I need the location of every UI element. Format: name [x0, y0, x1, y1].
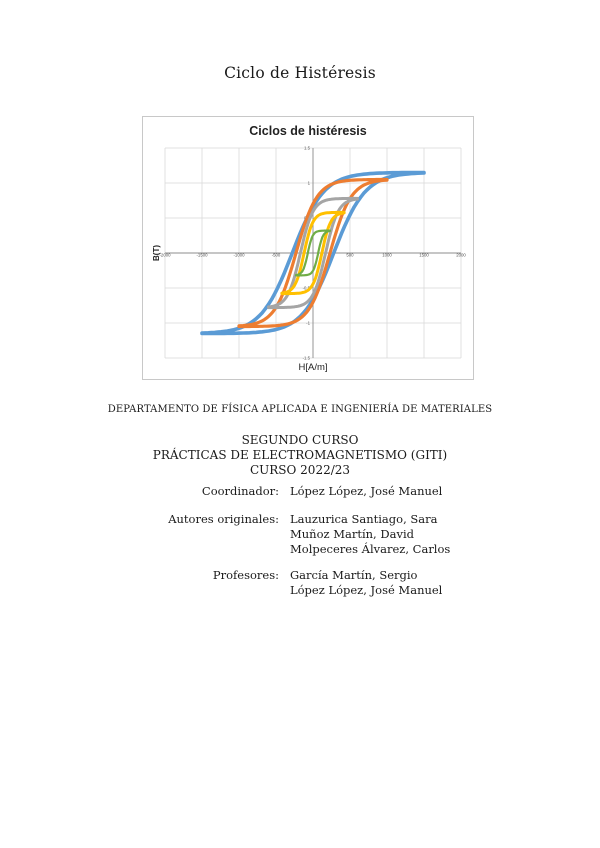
author-name: Lauzurica Santiago, Sara — [290, 512, 438, 526]
document-title: Ciclo de Histéresis — [224, 64, 376, 82]
y-tick-label: 0.5 — [304, 215, 310, 221]
chart-title: Ciclos de histéresis — [249, 124, 367, 138]
x-tick-label: 1500 — [419, 252, 429, 258]
x-tick-label: 2000 — [456, 252, 466, 258]
x-tick-label: 500 — [346, 252, 354, 258]
y-tick-label: -1.5 — [302, 355, 310, 361]
coordinator-name: López López, José Manuel — [290, 484, 443, 498]
course-block — [0, 433, 600, 478]
y-tick-label: -0.5 — [302, 285, 310, 291]
teacher-name: López López, José Manuel — [290, 583, 443, 597]
author-name: Molpeceres Álvarez, Carlos — [290, 542, 451, 556]
y-tick-label: 1.5 — [304, 145, 310, 151]
x-tick-label: -1000 — [233, 252, 245, 258]
hysteresis-chart-svg — [143, 117, 473, 379]
teachers-label: Profesores: — [212, 568, 279, 582]
y-tick-label: -1 — [306, 320, 310, 326]
x-tick-label: -500 — [271, 252, 281, 258]
department-name: DEPARTAMENTO DE FÍSICA APLICADA E INGENIERÍA DE MATERIALES — [107, 404, 493, 415]
x-tick-label: -1500 — [196, 252, 208, 258]
teacher-name: García Martín, Sergio — [290, 568, 418, 582]
y-tick-label: 1 — [307, 180, 310, 186]
x-tick-label: -2000 — [159, 252, 171, 258]
coordinator-label: Coordinador: — [201, 484, 279, 498]
y-axis-label: B(T) — [152, 245, 161, 261]
x-tick-label: 1000 — [382, 252, 392, 258]
x-axis-label: H[A/m] — [298, 362, 328, 373]
author-name: Muñoz Martín, David — [290, 527, 414, 541]
course-academic-year: CURSO 2022/23 — [249, 463, 351, 477]
hysteresis-chart — [142, 116, 474, 380]
authors-label: Autores originales: — [168, 512, 279, 526]
course-year: SEGUNDO CURSO — [241, 433, 359, 447]
course-subject: PRÁCTICAS DE ELECTROMAGNETISMO (GITI) — [152, 448, 448, 462]
